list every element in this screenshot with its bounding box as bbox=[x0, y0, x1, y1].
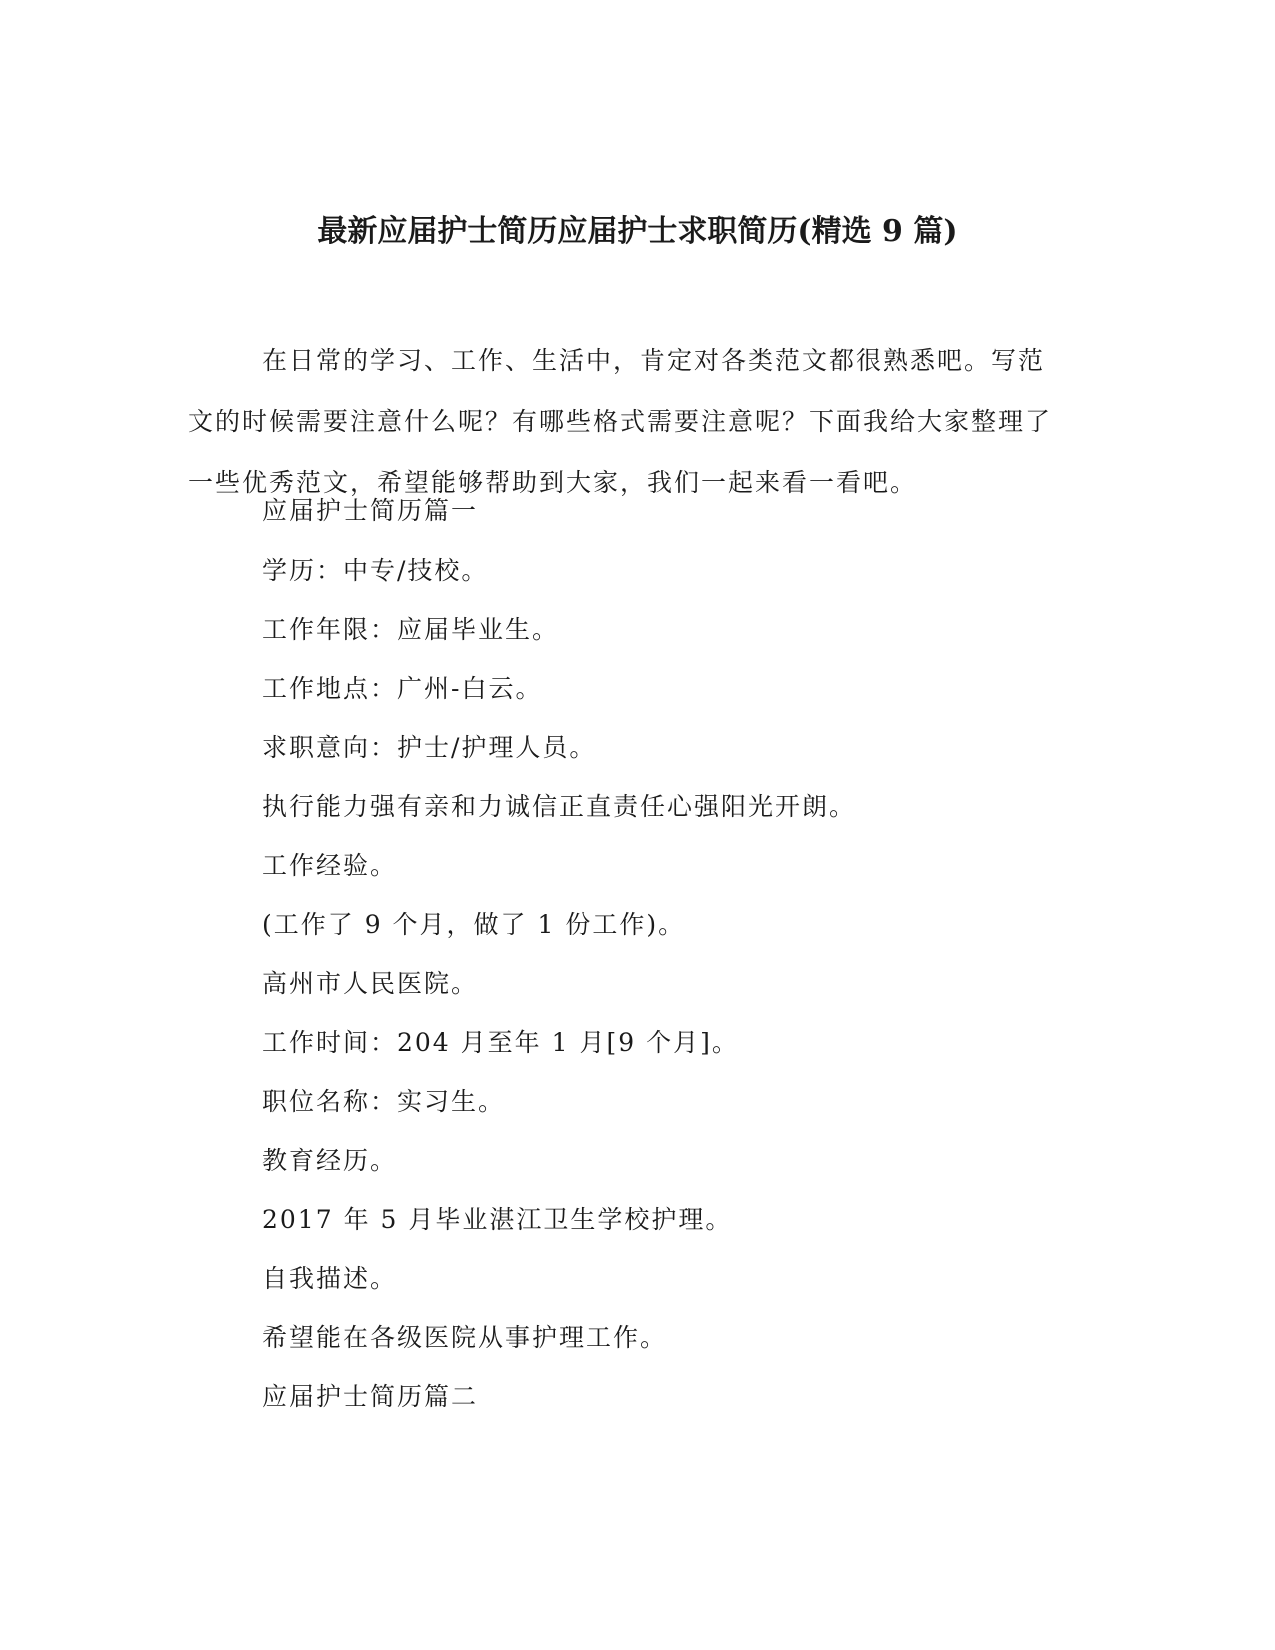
work-period: 工作时间：204 月至年 1 月[9 个月]。 bbox=[262, 1028, 739, 1057]
job-intention: 求职意向：护士/护理人员。 bbox=[262, 733, 597, 762]
work-location: 工作地点：广州-白云。 bbox=[262, 674, 543, 703]
employer-name: 高州市人民医院。 bbox=[262, 969, 479, 998]
work-experience-heading: 工作经验。 bbox=[262, 851, 398, 880]
education-level: 学历：中专/技校。 bbox=[262, 556, 489, 585]
personal-traits: 执行能力强有亲和力诚信正直责任心强阳光开朗。 bbox=[262, 792, 857, 821]
position-title: 职位名称：实习生。 bbox=[262, 1087, 506, 1116]
education-entry: 2017 年 5 月毕业湛江卫生学校护理。 bbox=[262, 1205, 733, 1234]
work-years: 工作年限：应届毕业生。 bbox=[262, 615, 560, 644]
education-heading: 教育经历。 bbox=[262, 1146, 398, 1175]
self-description: 希望能在各级医院从事护理工作。 bbox=[262, 1323, 668, 1352]
section-heading-1: 应届护士简历篇一 bbox=[262, 496, 479, 525]
work-experience-summary: (工作了 9 个月，做了 1 份工作)。 bbox=[262, 910, 686, 939]
section-heading-2: 应届护士简历篇二 bbox=[262, 1382, 479, 1411]
self-description-heading: 自我描述。 bbox=[262, 1264, 398, 1293]
intro-paragraph: 在日常的学习、工作、生活中，肯定对各类范文都很熟悉吧。写范文的时候需要注意什么呢？有哪些格式需要注意呢？下面我给大家整理了一些优秀范文，希望能够帮助到大家，我们一起来看一看吧。 bbox=[188, 346, 1053, 497]
document-title: 最新应届护士简历应届护士求职简历(精选 9 篇) bbox=[317, 214, 958, 249]
